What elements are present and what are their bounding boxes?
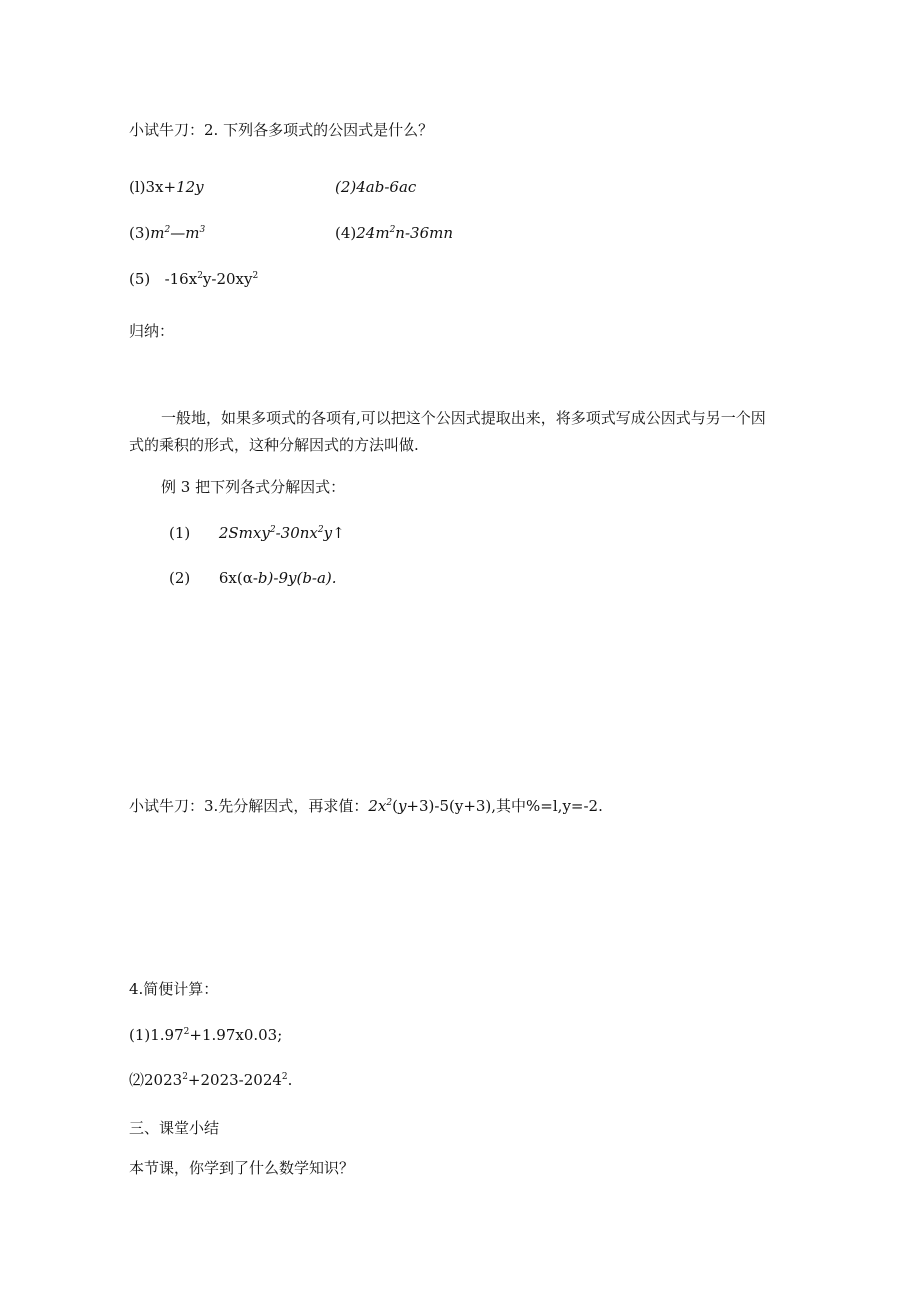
exercise-2-item-5: (5) $-16x^2y-20xy^2$ <box>129 270 259 288</box>
exercise-2-item-1: (l)3x+12y <box>129 178 204 196</box>
exercise-2-title: 小试牛刀：2. 下列各多项式的公因式是什么？ <box>129 121 434 139</box>
example-3-item-2: (2) 6x(α-b)-9y(b-a). <box>169 569 337 587</box>
exercise-3: 小试牛刀：3.先分解因式，再求值：$2x^2(y+3)-5(y+3)$,其中%=l,y=-2. <box>129 797 603 815</box>
summary-paragraph-line-1: 一般地，如果多项式的各项有,可以把这个公因式提取出来，将多项式写成公因式与另一个因 <box>161 409 766 427</box>
exercise-2-item-3: $(3)m^2—m^3$ <box>129 224 206 242</box>
exercise-4-title: 4.简便计算： <box>129 980 219 998</box>
section-3-heading: 三、课堂小结 <box>129 1119 220 1137</box>
exercise-2-item-4: $(4)24m^2n-36mn$ <box>335 224 453 242</box>
summary-paragraph-line-2: 式的乘积的形式，这种分解因式的方法叫做. <box>129 436 419 454</box>
summary-heading: 归纳： <box>129 322 175 340</box>
exercise-4-item-1: $(1)1.97^2+1.97x0.03$; <box>129 1026 283 1044</box>
example-3-item-1: (1) $2Smxy^2-30nx^2y↑$ <box>169 524 345 542</box>
exercise-4-item-2: $⑵2023^2+2023-2024^2$. <box>129 1071 293 1089</box>
section-3-question: 本节课，你学到了什么数学知识？ <box>129 1159 355 1177</box>
exercise-2-item-2: (2)4ab-6ac <box>335 178 417 196</box>
example-3-title: 例 3 把下列各式分解因式： <box>161 478 346 496</box>
